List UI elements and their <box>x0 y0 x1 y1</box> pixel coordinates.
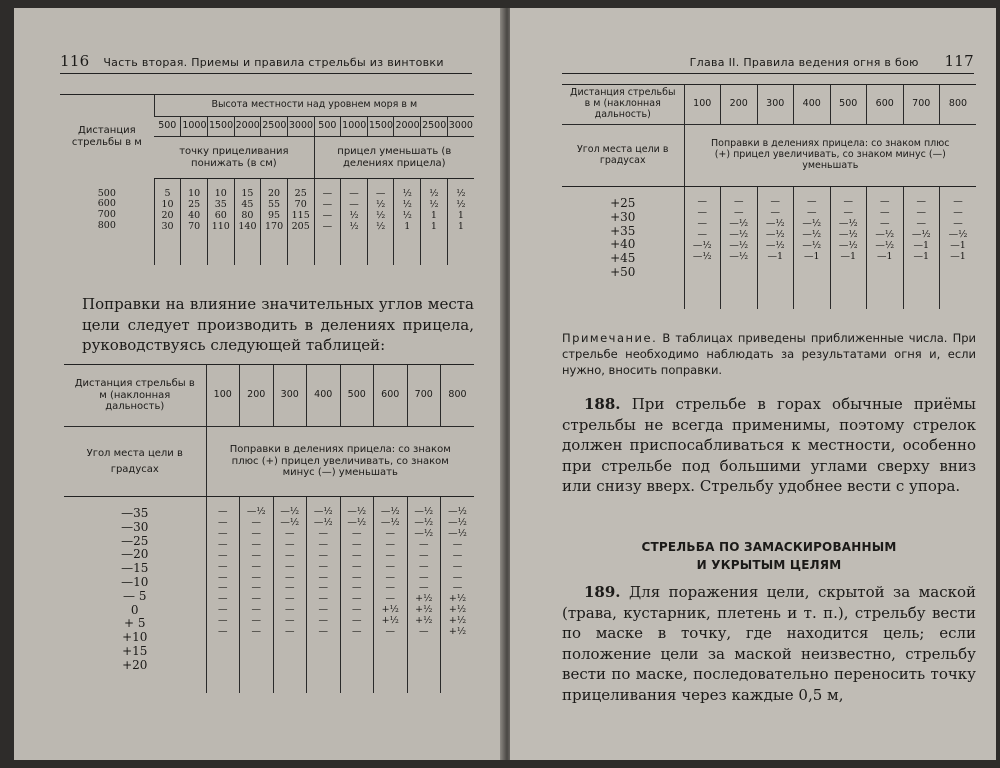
altitude-b-5: 2500 <box>421 117 448 137</box>
angle-table-right-dist-3: 300 <box>757 85 794 125</box>
angle-table-left-dist-5: 500 <box>340 365 374 427</box>
altitude-b-4: 2000 <box>394 117 421 137</box>
angle-table-right-dist-2: 200 <box>721 85 758 125</box>
altitude-table-distance-header: Дистанция стрельбы в м <box>60 95 154 179</box>
angle-table-left-dist-3: 300 <box>273 365 307 427</box>
altitude-col-a5: 20 55 95 170 <box>261 179 288 265</box>
right-page-number: 117 <box>944 52 974 70</box>
angle-table-right-dist-6: 600 <box>867 85 904 125</box>
left-running-title: Часть вторая. Приемы и правила стрельбы из винтовки <box>103 56 444 69</box>
section-title-line-1: СТРЕЛЬБА ПО ЗАМАСКИРОВАННЫМ <box>641 540 897 554</box>
table-note-text: В таблицах приведены приближенные числа. При стрельбе необходимо наблюдать за результатами огня и, если нужно, вносить поправки. <box>562 331 976 377</box>
angle-table-left-dist-2: 200 <box>240 365 274 427</box>
angle-table-right-col-1: — — — — —½ —½ <box>684 187 721 309</box>
altitude-table-group-header: Высота местности над уровнем моря в м <box>154 95 474 117</box>
angle-table-left-dist-4: 400 <box>307 365 341 427</box>
section-title <box>562 538 976 574</box>
altitude-col-b1: — — — — <box>314 179 341 265</box>
angle-table-left-dist-1: 100 <box>206 365 240 427</box>
paragraph-188-number: 188. <box>584 395 621 413</box>
angle-table-left-col-8: —½ —½ —½ — — — — — +½ +½ +½ +½ <box>441 497 475 693</box>
angle-table-left-dist-8: 800 <box>441 365 475 427</box>
left-running-head <box>60 52 472 74</box>
altitude-b-2: 1000 <box>341 117 368 137</box>
paragraph-189-text: Для поражения цели, скрытой за маской (трава, кустарник, плетень и т. п.), стрельбу вести по маске в точку, где находится цель; если положение цели за маской неизвестно, стрельбу вести по маске, последовательно переносить точку прицеливания через каждые 0,5 м, <box>562 583 976 704</box>
altitude-distances: 500 600 700 800 <box>97 187 116 232</box>
angle-table-left-distance-header: Дистанция стрельбы в м (наклонная дальность) <box>64 365 206 427</box>
altitude-a-1: 500 <box>154 117 181 137</box>
angle-table-right-dist-1: 100 <box>684 85 721 125</box>
angle-table-right-dist-5: 500 <box>830 85 867 125</box>
angle-table-left-angle-header: Угол места цели в градусах <box>64 427 206 497</box>
altitude-col-b4: ½ ½ ½ 1 <box>394 179 421 265</box>
altitude-col-b5: ½ ½ 1 1 <box>421 179 448 265</box>
angle-intro-paragraph: Поправки на влияние значительных углов места цели следует производить в делениях прицела, руководствуясь следующей таблицей: <box>82 295 474 354</box>
paragraph-189 <box>562 582 976 705</box>
angle-table-right-angles: +25 +30 +35 +40 +45 +50 <box>610 196 636 279</box>
altitude-sub-a: точку прицеливания понижать (в см) <box>154 137 314 179</box>
angle-table-left-col-3: —½ —½ — — — — — — — — — — <box>273 497 307 693</box>
angle-table-right-col-8: — — — —½ —1 —1 <box>940 187 977 309</box>
altitude-a-4: 2000 <box>234 117 261 137</box>
altitude-col-a2: 10 25 40 70 <box>181 179 208 265</box>
left-page-number: 116 <box>60 52 90 70</box>
paragraph-189-number: 189. <box>584 583 621 601</box>
angle-table-right-col-3: — — —½ —½ —½ —1 <box>757 187 794 309</box>
right-running-title: Глава II. Правила ведения огня в бою <box>689 56 919 69</box>
right-page <box>510 8 996 760</box>
altitude-col-a1: 5 10 20 30 <box>154 179 181 265</box>
right-running-head <box>562 52 974 74</box>
angle-table-right-dist-4: 400 <box>794 85 831 125</box>
table-note-title: Примечание. <box>562 331 658 345</box>
angle-table-right-dist-8: 800 <box>940 85 977 125</box>
angle-table-right-angle-header: Угол места цели в градусах <box>562 125 684 187</box>
altitude-col-a4: 15 45 80 140 <box>234 179 261 265</box>
angle-table-left-col-1: — — — — — — — — — — — — <box>206 497 240 693</box>
altitude-a-3: 1500 <box>207 117 234 137</box>
angle-table-right-corr-header: Поправки в делениях прицела: со знаком плюс (+) прицел увеличивать, со знаком минус (—) уменьшать <box>684 125 976 187</box>
altitude-col-b6: ½ ½ 1 1 <box>447 179 474 265</box>
paragraph-188 <box>562 394 976 497</box>
altitude-col-b3: — ½ ½ ½ <box>367 179 394 265</box>
paragraph-188-text: При стрельбе в горах обычные приёмы стрельбы не всегда применимы, поэтому стрелок должен приспосабливаться к местности, особенно при стрельбе под большими углами сверху вниз или снизу вверх. Стрельбу удобнее вести с упора. <box>562 395 976 495</box>
angle-table-right-distance-header: Дистанция стрельбы в м (наклонная дальность) <box>562 85 684 125</box>
angle-table-right-col-7: — — — —½ —1 —1 <box>903 187 940 309</box>
altitude-b-1: 500 <box>314 117 341 137</box>
altitude-col-b2: — — ½ ½ <box>341 179 368 265</box>
angle-table-right-dist-7: 700 <box>903 85 940 125</box>
angle-table-left-dist-6: 600 <box>374 365 408 427</box>
angle-table-left <box>64 364 474 693</box>
altitude-a-5: 2500 <box>261 117 288 137</box>
altitude-b-3: 1500 <box>367 117 394 137</box>
altitude-a-2: 1000 <box>181 117 208 137</box>
altitude-a-6: 3000 <box>287 117 314 137</box>
angle-table-left-dist-7: 700 <box>407 365 441 427</box>
angle-table-left-col-2: —½ — — — — — — — — — — — <box>240 497 274 693</box>
angle-table-right-col-4: — — —½ —½ —½ —1 <box>794 187 831 309</box>
altitude-table <box>60 94 474 265</box>
altitude-sub-b: прицел уменьшать (в делениях прицела) <box>314 137 474 179</box>
angle-table-left-col-6: —½ —½ — — — — — — — +½ +½ — <box>374 497 408 693</box>
altitude-col-a6: 25 70 115 205 <box>287 179 314 265</box>
angle-table-left-col-7: —½ —½ —½ — — — — — +½ +½ +½ — <box>407 497 441 693</box>
angle-table-left-col-5: —½ —½ — — — — — — — — — — <box>340 497 374 693</box>
altitude-col-a3: 10 35 60 110 <box>207 179 234 265</box>
angle-table-right <box>562 84 976 309</box>
angle-table-left-angles: —35 —30 —25 —20 —15 —10 — 5 0 + 5 +10 +15 +20 <box>121 506 149 672</box>
angle-table-left-corr-header: Поправки в делениях прицела: со знаком плюс (+) прицел увеличивать, со знаком минус (—) уменьшать <box>206 427 474 497</box>
angle-table-right-col-2: — — —½ —½ —½ —½ <box>721 187 758 309</box>
altitude-b-6: 3000 <box>447 117 474 137</box>
section-title-line-2: И УКРЫТЫМ ЦЕЛЯМ <box>696 558 842 572</box>
table-note <box>562 330 976 378</box>
angle-table-right-col-5: — — —½ —½ —½ —1 <box>830 187 867 309</box>
left-page <box>14 8 504 760</box>
angle-table-right-col-6: — — — —½ —½ —1 <box>867 187 904 309</box>
angle-table-left-col-4: —½ —½ — — — — — — — — — — <box>307 497 341 693</box>
